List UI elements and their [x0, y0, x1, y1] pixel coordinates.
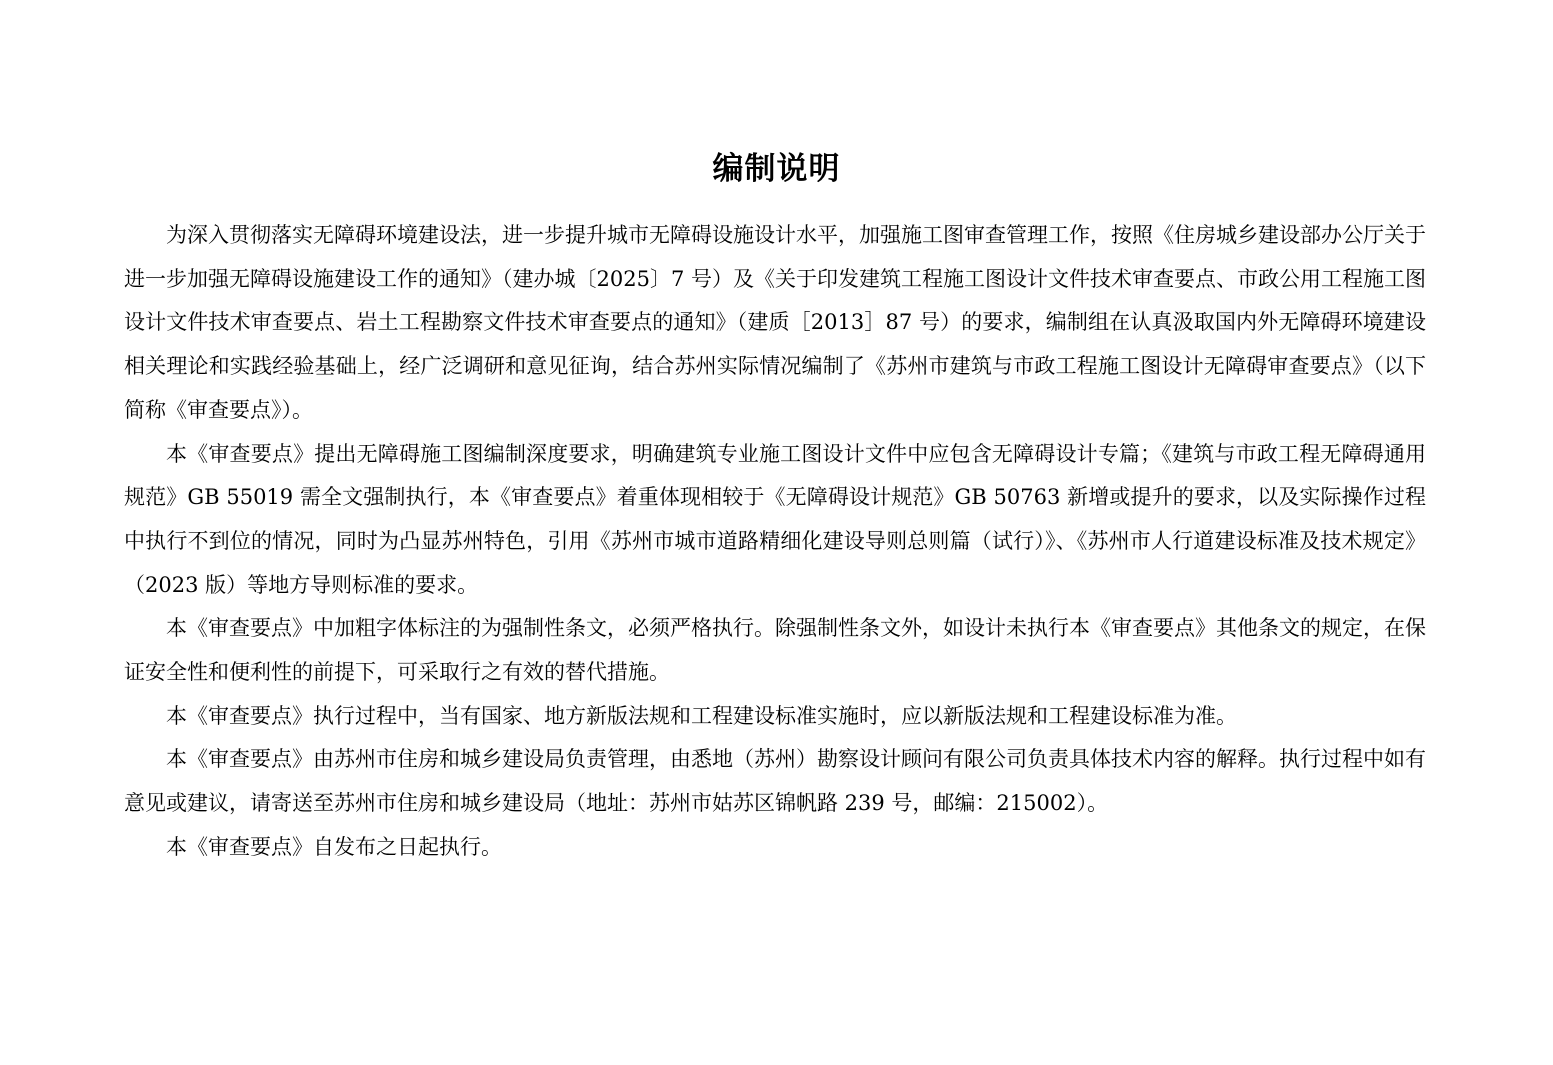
document-title: 编制说明 [712, 151, 841, 187]
paragraph-purpose: 为深入贯彻落实无障碍环境建设法，进一步提升城市无障碍设施设计水平，加强施工图审查管理工作，按照《住房城乡建设部办公厅关于进一步加强无障碍设施建设工作的通知》（建办城〔2025〕7 号）及《关于印发建筑工程施工图设计文件技术审查要点、市政公用工程施工图设计文件技术审查要点、岩土工程勘察文件技术审查要点的通知》（建质［2013］87 号）的要求，编制组在认真汲取国内外无障碍环境建设相关理论和实践经验基础上，经广泛调研和意见征询，结合苏州实际情况编制了《苏州市建筑与市政工程施工图设计无障碍审查要点》（以下简称《审查要点》）。 [124, 223, 1426, 422]
paragraph-new-standards: 本《审查要点》执行过程中，当有国家、地方新版法规和工程建设标准实施时，应以新版法规和工程建设标准为准。 [166, 703, 1237, 728]
paragraph-scope: 本《审查要点》提出无障碍施工图编制深度要求，明确建筑专业施工图设计文件中应包含无障碍设计专篇；《建筑与市政工程无障碍通用规范》GB 55019 需全文强制执行，本《审查要点》着重体现相较于《无障碍设计规范》GB 50763 新增或提升的要求，以及实际操作过程中执行不到位的情况，同时为凸显苏州特色，引用《苏州市城市道路精细化建设导则总则篇（试行）》、《苏州市人行道建设标准及技术规定》（2023 版）等地方导则标准的要求。 [124, 441, 1426, 597]
paragraph-mandatory-clauses: 本《审查要点》中加粗字体标注的为强制性条文，必须严格执行。除强制性条文外，如设计未执行本《审查要点》其他条文的规定，在保证安全性和便利性的前提下，可采取行之有效的替代措施。 [124, 616, 1426, 685]
paragraph-management-contact: 本《审查要点》由苏州市住房和城乡建设局负责管理，由悉地（苏州）勘察设计顾问有限公司负责具体技术内容的解释。执行过程中如有意见或建议，请寄送至苏州市住房和城乡建设局（地址：苏州市姑苏区锦帆路 239 号，邮编：215002）。 [124, 747, 1426, 816]
paragraph-effective-date: 本《审查要点》自发布之日起执行。 [166, 834, 502, 859]
document-body [124, 214, 1426, 870]
